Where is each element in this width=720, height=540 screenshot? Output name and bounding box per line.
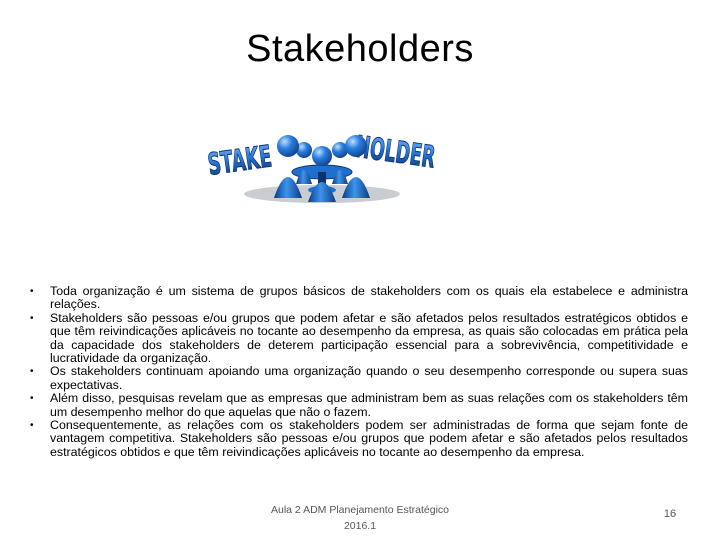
bullet-text: Toda organização é um sistema de grupos básicos de stakeholders com os quais ela estabelece e administra relações. <box>50 284 688 312</box>
logo-text-left: STAKE <box>205 133 317 183</box>
bullet-text: Stakeholders são pessoas e/ou grupos que podem afetar e são afetados pelos resultados estratégicos obtidos e que têm reivindicações aplicáveis no tocante ao desempenho da empresa, as quais são colocadas em prática pela da capacidade dos stakeholders de deterem participação essencial para a sobrevivência, competitividade e lucratividade da organização. <box>50 310 688 366</box>
footer-year: 2016.1 <box>343 520 377 532</box>
logo-figure-front-right <box>342 135 370 198</box>
bullet-icon: • <box>30 420 34 432</box>
bullet-item <box>28 365 688 392</box>
page-number: 16 <box>663 508 677 520</box>
bullet-icon: • <box>30 312 34 324</box>
bullet-item <box>28 285 688 312</box>
bullet-text: Consequentemente, as relações com os stakeholders podem ser administradas de forma que sejam fonte de vantagem competitiva. Stakeholders são pessoas e/ou grupos que podem afetar e são afetados pelos resultados estratégicos obtidos e que têm reivindicações aplicáveis no tocante ao desempenho da empresa. <box>50 418 688 459</box>
stakeholder-logo <box>204 112 496 208</box>
footer-course: Aula 2 ADM Planejamento Estratégico <box>270 504 449 516</box>
logo-text-right: HOLDER <box>353 129 496 184</box>
bullet-text: Além disso, pesquisas revelam que as empresas que administram bem as suas relações com os stakeholders têm um desempenho melhor do que aquelas que não o fazem. <box>50 391 688 419</box>
bullet-item <box>28 312 688 366</box>
slide-title: Stakeholders <box>246 28 474 70</box>
bullet-icon: • <box>30 393 34 405</box>
logo-figure-front-left <box>274 135 302 198</box>
bullet-item <box>28 392 688 419</box>
bullet-text: Os stakeholders continuam apoiando uma organização quando o seu desempenho corresponde ou supera suas expectativas. <box>50 364 688 392</box>
footer <box>250 502 470 534</box>
bullet-item <box>28 419 688 459</box>
bullet-icon: • <box>30 286 34 297</box>
bullet-list <box>28 285 688 459</box>
bullet-icon: • <box>30 366 34 378</box>
